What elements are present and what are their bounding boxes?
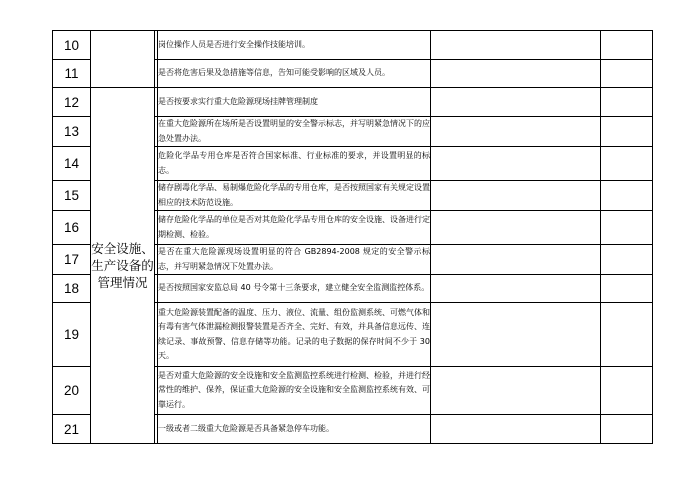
- result-cell: [431, 117, 601, 147]
- remark-cell: [601, 181, 653, 211]
- result-cell: [431, 60, 601, 88]
- remark-cell: [601, 88, 653, 117]
- remark-cell: [601, 415, 653, 444]
- row-number: 15: [53, 181, 91, 211]
- row-number: 16: [53, 211, 91, 245]
- result-cell: [431, 275, 601, 303]
- remark-cell: [601, 245, 653, 275]
- row-number: 11: [53, 60, 91, 88]
- check-item: 在重大危险源所在场所是否设置明显的安全警示标志，并写明紧急情况下的应急处置办法。: [158, 117, 431, 147]
- remark-cell: [601, 367, 653, 415]
- row-number: 10: [53, 31, 91, 60]
- category-cell: 安全设施、生产设备的管理情况: [91, 88, 155, 444]
- result-cell: [431, 88, 601, 117]
- remark-cell: [601, 147, 653, 181]
- check-item: 是否按要求实行重大危险源现场挂牌管理制度: [158, 88, 431, 117]
- check-item: 危险化学品专用仓库是否符合国家标准、行业标准的要求，并设置明显的标志。: [158, 147, 431, 181]
- result-cell: [431, 211, 601, 245]
- remark-cell: [601, 211, 653, 245]
- result-cell: [431, 31, 601, 60]
- row-number: 20: [53, 367, 91, 415]
- row-number: 19: [53, 303, 91, 367]
- check-item: 是否在重大危险源现场设置明显的符合 GB2894-2008 规定的安全警示标志，并写明紧急情况下处置办法。: [158, 245, 431, 275]
- row-number: 14: [53, 147, 91, 181]
- row-number: 17: [53, 245, 91, 275]
- result-cell: [431, 147, 601, 181]
- check-item: 岗位操作人员是否进行安全操作技能培训。: [158, 31, 431, 60]
- row-number: 21: [53, 415, 91, 444]
- remark-cell: [601, 60, 653, 88]
- checklist-table: [52, 30, 653, 444]
- remark-cell: [601, 117, 653, 147]
- check-item: 是否按照国家安监总局 40 号令第十三条要求，建立健全安全监测监控体系。: [158, 275, 431, 303]
- check-item: 是否对重大危险源的安全设施和安全监测监控系统进行检测、检验，并进行经常性的维护、保养，保证重大危险源的安全设施和安全监测监控系统有效、可靠运行。: [158, 367, 431, 415]
- check-item: 是否将危害后果及急措施等信息，告知可能受影响的区域及人员。: [158, 60, 431, 88]
- row-number: 13: [53, 117, 91, 147]
- category-cell-previous: [91, 31, 155, 88]
- table-row: [53, 31, 653, 60]
- remark-cell: [601, 303, 653, 367]
- result-cell: [431, 303, 601, 367]
- table-row: [53, 88, 653, 117]
- check-item: 重大危险源装置配备的温度、压力、液位、流量、组份监测系统、可燃气体和有毒有害气体泄漏检测报警装置是否齐全、完好、有效，并具备信息远传、连续记录、事故预警、信息存储等功能。记录的电子数据的保存时间不少于 30 天。: [158, 303, 431, 367]
- check-item: 一级或者二级重大危险源是否具备紧急停车功能。: [158, 415, 431, 444]
- remark-cell: [601, 275, 653, 303]
- remark-cell: [601, 31, 653, 60]
- result-cell: [431, 245, 601, 275]
- result-cell: [431, 181, 601, 211]
- row-number: 18: [53, 275, 91, 303]
- check-item: 储存剧毒化学品、易制爆危险化学品的专用仓库，是否按照国家有关规定设置相应的技术防范设施。: [158, 181, 431, 211]
- result-cell: [431, 415, 601, 444]
- row-number: 12: [53, 88, 91, 117]
- check-item: 储存危险化学品的单位是否对其危险化学品专用仓库的安全设施、设备进行定期检测、检验。: [158, 211, 431, 245]
- result-cell: [431, 367, 601, 415]
